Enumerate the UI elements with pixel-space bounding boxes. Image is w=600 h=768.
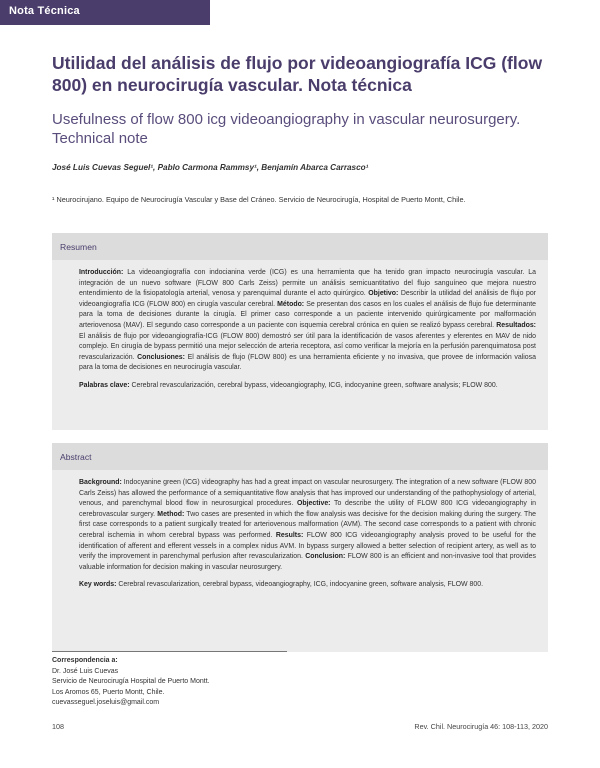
resumen-intro-text: La videoangiografía con indocianina verde (ICG) es una herramienta que ha tenido gran impacto neurocirugía vascular. La integración de un nuevo software (FLOW 800 Carls Zeiss) permite un análisis semicuantitativo del flujo sanguíneo que mejora nuestro entendimiento de la fisiopatología arterial, venosa y parenquimal durante el acto quirúrgico. [79,269,536,298]
section-tag-label: Nota Técnica [9,5,80,17]
resumen-paragraph [79,268,536,374]
section-tag [0,0,210,25]
resumen-con-text: El análisis de flujo (FLOW 800) es una herramienta eficiente y no invasiva, que provee de información valiosa para la toma de decisiones en neurocirugía vascular. [79,353,536,372]
resumen-obj-text: Describir la utilidad del análisis de flujo por videoangiografía ICG (FLOW 800) en cirugía vascular cerebral. [79,290,536,308]
resumen-header [52,233,548,260]
abstract-body [52,470,548,591]
resumen-met-text: Se presentan dos casos en los cuales el análisis de flujo fue determinante para la toma de decisiones durante la cirugía. El primer caso corresponde a un paciente intervenido quirúrgicamente por malformación arteriovenosa (MAV). El segundo caso corresponde a un paciente con isquemia cerebral crónica en quien se realizó bypass cerebral. [79,300,536,329]
correspondence-department: Servicio de Neurocirugía Hospital de Puerto Montt. [52,678,210,685]
resumen-con-label: Conclusiones: [134,353,185,361]
resumen-keywords [79,381,536,392]
abstract-bg-text: Indocyanine green (ICG) videography has had a great impact on vascular neurosurgery. The integration of a new software (FLOW 800 Carls Zeiss) has allowed the performance of a semiquantitative flow analysis that has improved our understanding of the pathophysiology of arterial, venous, and parenchymal blood flow in neurosurgical procedures. [79,479,536,508]
abstract-obj-label: Objective: [293,500,331,508]
affiliation: ¹ Neurocirujano. Equipo de Neurocirugía Vascular y Base del Cráneo. Servicio de Neurocirugía, Hospital de Puerto Montt, Chile. [52,195,466,204]
correspondence-email[interactable]: cuevasseguel.joseluis@gmail.com [52,699,160,706]
abstract-res-text: FLOW 800 ICG videoangiography analysis proved to be useful for the identification of afferent and efferent vessels in a complex nidus AVM. In bypass surgery allowed a better selection of recipient artery, as well as to verify the improvement in parenchymal perfusion after revascularization. [79,531,536,561]
abstract-keywords [79,580,536,591]
correspondence [52,656,210,709]
abstract-box [52,443,548,652]
resumen-intro-label: Introducción: [79,269,124,276]
resumen-res-text: El análisis de flujo por videoangiografía-ICG (FLOW 800) demostró ser útil para la identificación de vasos aferentes y eferentes en MAV de nido complejo. En cirugía de bypass permitió una mejor selección de arteria receptora, así como verificar la mejoría en la perfusión parenquimatosa post revascularización. [79,332,536,361]
abstract-con-label: Conclusion: [302,553,346,561]
resumen-obj-label: Objetivo: [365,290,399,298]
article-title-es: Utilidad del análisis de flujo por videoangiografía ICG (flow 800) en neurocirugía vascular. Nota técnica [52,53,543,95]
abstract-met-label: Method: [155,510,185,518]
authors: José Luis Cuevas Seguel¹, Pablo Carmona Rammsy¹, Benjamín Abarca Carrasco¹ [52,163,369,172]
abstract-obj-text: To describe the utility of FLOW 800 ICG videoangiography in cerebrovascular surgery. [79,500,536,518]
correspondence-label: Correspondencia a: [52,657,118,664]
resumen-box [52,233,548,430]
abstract-heading: Abstract [60,452,92,462]
abstract-bg-label: Background: [79,479,122,486]
abstract-con-text: FLOW 800 is an efficient and non-invasive tool that provides valuable information for decision making in vascular neurosurgery. [79,553,536,571]
abstract-kw-text: Cerebral revascularization, cerebral bypass, videoangiography, ICG, indocyanine green, software analysis, FLOW 800. [116,581,483,589]
abstract-kw-label: Key words: [79,581,117,589]
abstract-paragraph [79,478,536,573]
resumen-met-label: Método: [275,300,305,308]
resumen-heading: Resumen [60,242,97,252]
resumen-res-label: Resultados: [494,321,536,329]
correspondence-address: Los Aromos 65, Puerto Montt, Chile. [52,688,165,696]
correspondence-name: Dr. José Luis Cuevas [52,667,119,675]
resumen-kw-label: Palabras clave: [79,381,130,389]
abstract-res-label: Results: [272,531,304,539]
article-title-en: Usefulness of flow 800 icg videoangiography in vascular neurosurgery. Technical note [52,111,521,147]
page-number: 108 [52,722,64,731]
abstract-met-text: Two cases are presented in which the flow analysis was decisive for the decision making during the surgery. The first case corresponds to a patient surgically treated for arteriovenous malformation (AVM). The second case corresponds to a patient with chronic cerebral ischemia in whom cerebral bypass was performed. [79,510,536,539]
abstract-header [52,443,548,470]
resumen-kw-text: Cerebral revascularización, cerebral bypass, videoangiography, ICG, indocyanine green, software analysis; FLOW 800. [129,381,498,389]
resumen-body [52,260,548,392]
footnote-divider [52,651,287,652]
journal-citation: Rev. Chil. Neurocirugía 46: 108-113, 2020 [414,722,548,731]
